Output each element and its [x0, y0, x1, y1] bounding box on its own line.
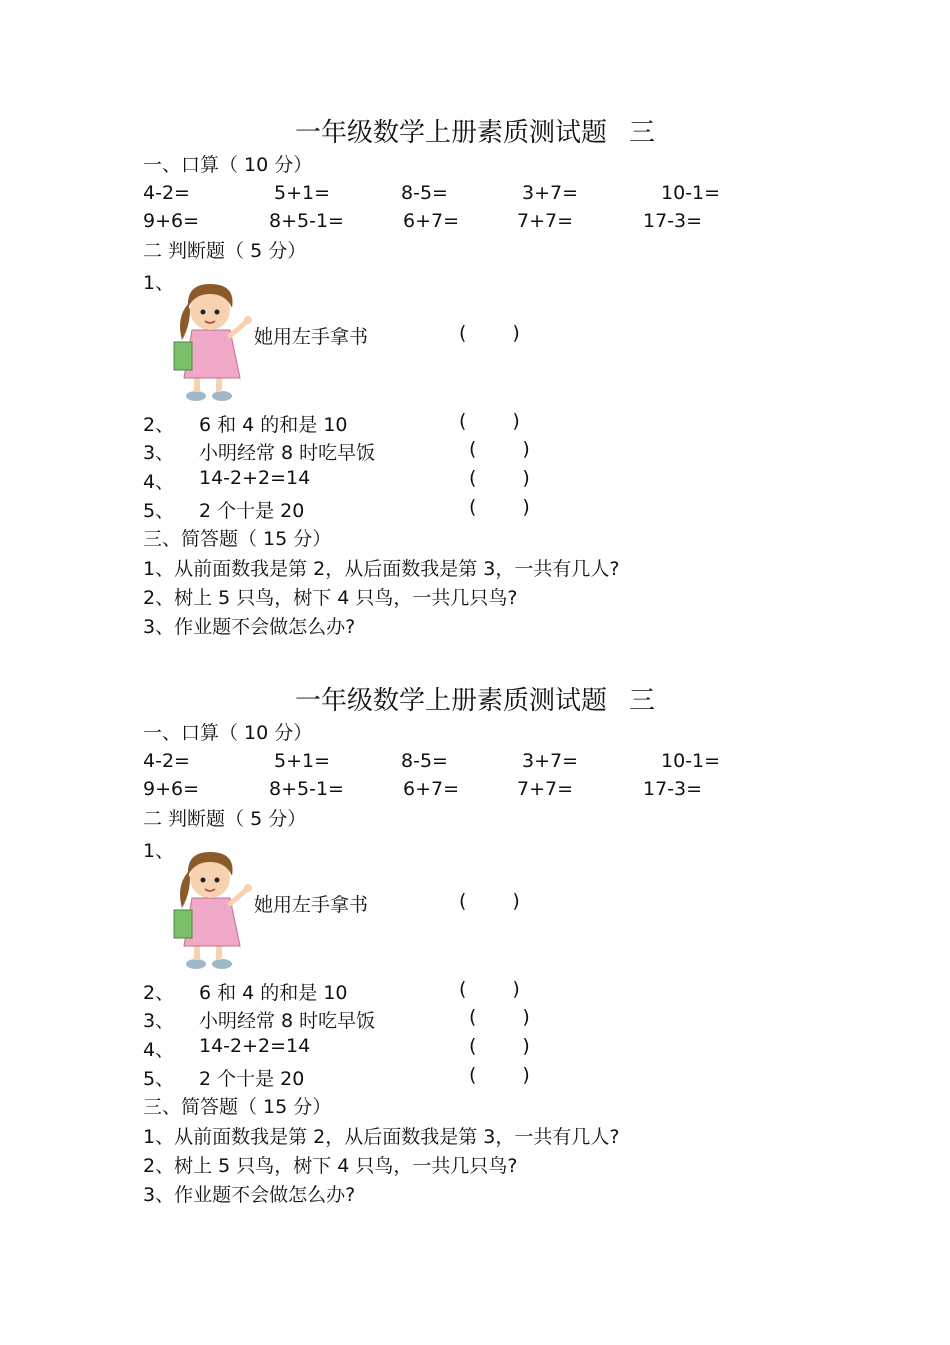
- question-number: 5、: [143, 1068, 175, 1090]
- calc-item: 4-2=: [143, 750, 190, 772]
- question-number: 3、: [143, 442, 175, 464]
- section-true-false-heading: 二 判断题（ 5 分）: [143, 240, 307, 262]
- section-true-false-heading: 二 判断题（ 5 分）: [143, 808, 307, 830]
- short-answer-question: 1、从前面数我是第 2，从后面数我是第 3，一共有几人?: [143, 1126, 620, 1148]
- question-text: 2 个十是 20: [199, 1068, 305, 1090]
- question-text: 6 和 4 的和是 10: [199, 982, 348, 1004]
- question-number: 4、: [143, 1039, 175, 1061]
- calc-item: 6+7=: [403, 778, 460, 800]
- page-title: 一年级数学上册素质测试题 三: [294, 686, 656, 716]
- girl-reading-illustration: [172, 278, 254, 403]
- section-mental-math-heading: 一、口算（ 10 分）: [143, 154, 313, 176]
- question-text: 14-2+2=14: [199, 467, 311, 489]
- test-sheet: [0, 668, 950, 1238]
- question-text: 2 个十是 20: [199, 500, 305, 522]
- short-answer-question: 1、从前面数我是第 2，从后面数我是第 3，一共有几人?: [143, 558, 620, 580]
- answer-brackets: ( ): [469, 1035, 530, 1057]
- answer-brackets: ( ): [459, 410, 520, 432]
- question-text: 她用左手拿书: [254, 326, 369, 348]
- question-number: 3、: [143, 1010, 175, 1032]
- question-number: 5、: [143, 500, 175, 522]
- test-sheet: [0, 100, 950, 670]
- calc-item: 6+7=: [403, 210, 460, 232]
- calc-item: 9+6=: [143, 210, 200, 232]
- question-number: 2、: [143, 982, 175, 1004]
- calc-item: 7+7=: [517, 778, 574, 800]
- short-answer-question: 2、树上 5 只鸟，树下 4 只鸟，一共几只鸟?: [143, 587, 518, 609]
- answer-brackets: ( ): [469, 467, 530, 489]
- calc-item: 17-3=: [643, 210, 703, 232]
- answer-brackets: ( ): [469, 1006, 530, 1028]
- short-answer-question: 3、作业题不会做怎么办?: [143, 616, 356, 638]
- question-text: 小明经常 8 时吃早饭: [199, 1010, 376, 1032]
- section-short-answer-heading: 三、简答题（ 15 分）: [143, 1096, 332, 1118]
- calc-item: 8+5-1=: [269, 778, 344, 800]
- question-text: 她用左手拿书: [254, 894, 369, 916]
- question-text: 小明经常 8 时吃早饭: [199, 442, 376, 464]
- calc-item: 10-1=: [661, 182, 721, 204]
- calc-item: 8-5=: [401, 182, 448, 204]
- page-title: 一年级数学上册素质测试题 三: [294, 118, 656, 148]
- short-answer-question: 3、作业题不会做怎么办?: [143, 1184, 356, 1206]
- section-mental-math-heading: 一、口算（ 10 分）: [143, 722, 313, 744]
- calc-item: 5+1=: [274, 750, 331, 772]
- calc-item: 7+7=: [517, 210, 574, 232]
- calc-item: 9+6=: [143, 778, 200, 800]
- calc-item: 8-5=: [401, 750, 448, 772]
- calc-item: 4-2=: [143, 182, 190, 204]
- calc-item: 17-3=: [643, 778, 703, 800]
- question-text: 14-2+2=14: [199, 1035, 311, 1057]
- question-number: 2、: [143, 414, 175, 436]
- answer-brackets: ( ): [459, 978, 520, 1000]
- girl-reading-illustration: [172, 846, 254, 971]
- short-answer-question: 2、树上 5 只鸟，树下 4 只鸟，一共几只鸟?: [143, 1155, 518, 1177]
- answer-brackets: ( ): [469, 496, 530, 518]
- calc-item: 8+5-1=: [269, 210, 344, 232]
- calc-item: 10-1=: [661, 750, 721, 772]
- answer-brackets: ( ): [459, 890, 520, 912]
- calc-item: 5+1=: [274, 182, 331, 204]
- section-short-answer-heading: 三、简答题（ 15 分）: [143, 528, 332, 550]
- answer-brackets: ( ): [459, 322, 520, 344]
- question-number: 1、: [143, 272, 175, 294]
- question-number: 4、: [143, 471, 175, 493]
- answer-brackets: ( ): [469, 1064, 530, 1086]
- answer-brackets: ( ): [469, 438, 530, 460]
- question-number: 1、: [143, 840, 175, 862]
- question-text: 6 和 4 的和是 10: [199, 414, 348, 436]
- calc-item: 3+7=: [522, 182, 579, 204]
- calc-item: 3+7=: [522, 750, 579, 772]
